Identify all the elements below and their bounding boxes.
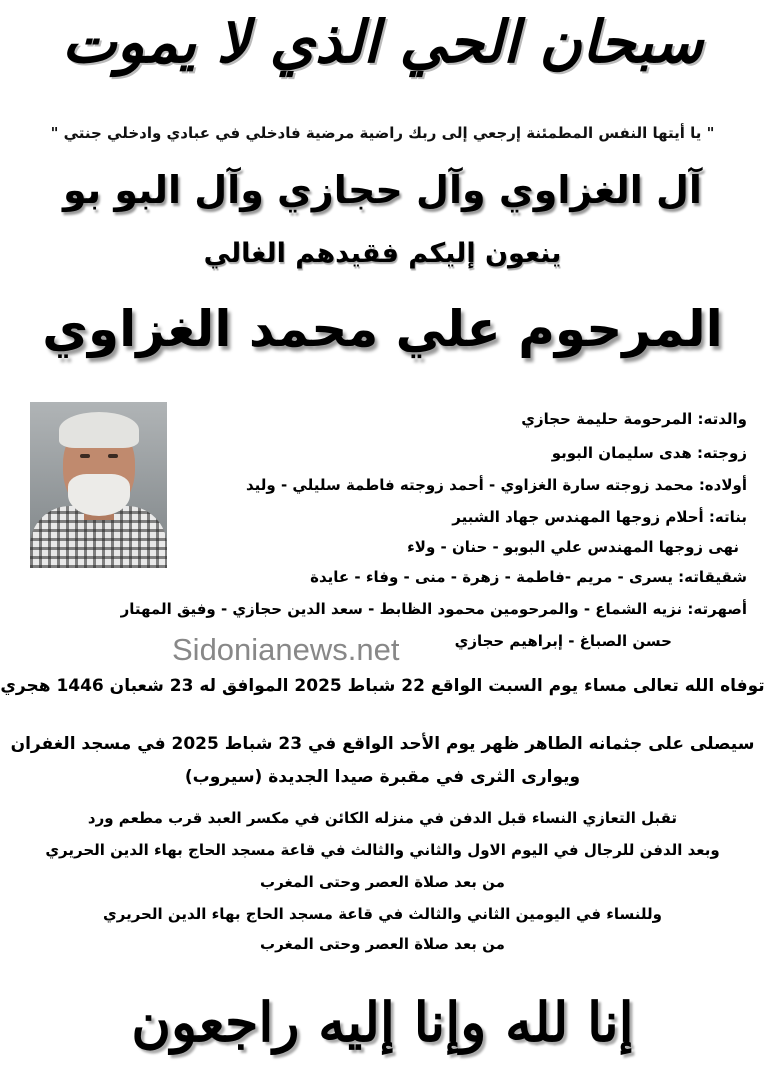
death-notice: توفاه الله تعالى مساء يوم السبت الواقع 22 شباط 2025 الموافق له 23 شعبان 1446 هجري	[0, 676, 765, 696]
relative-in-laws: أصهرته: نزيه الشماع - والمرحومين محمود الظابط - سعد الدين حجازي - وفيق المهتار	[120, 600, 747, 618]
closing-verse: إنا لله وإنا إليه راجعون	[131, 990, 634, 1054]
relative-sisters: شقيقاته: يسرى - مريم -فاطمة - زهرة - منى - وفاء - عايدة	[310, 568, 747, 586]
deceased-photo	[30, 402, 167, 568]
quran-verse: " يا أيتها النفس المطمئنة إرجعي إلى ربك راضية مرضية فادخلي في عبادي وادخلي جنتي "	[50, 124, 715, 142]
relative-mother: والدته: المرحومة حليمة حجازي	[521, 410, 747, 428]
relative-wife: زوجته: هدى سليمان البوبو	[551, 444, 747, 462]
funeral-prayer: سيصلى على جثمانه الطاهر ظهر يوم الأحد الواقع في 23 شباط 2025 في مسجد الغفران	[10, 734, 755, 754]
site-watermark: Sidonianews.net	[172, 632, 400, 667]
relative-daughters-cont: نهى زوجها المهندس علي البوبو - حنان - ولاء	[407, 538, 739, 556]
families-heading: آل الغزاوي وآل حجازي وآل البو بو	[63, 168, 702, 212]
relative-in-laws-cont: حسن الصباغ - إبراهيم حجازي	[454, 632, 672, 650]
deceased-name: المرحوم علي محمد الغزاوي	[42, 300, 723, 358]
condolence-line: من بعد صلاة العصر وحتى المغرب	[260, 873, 505, 891]
burial-info: ويوارى الثرى في مقبرة صيدا الجديدة (سيروب)	[184, 767, 581, 787]
header-calligraphy: سبحان الحي الذي لا يموت	[61, 8, 704, 76]
relative-sons: أولاده: محمد زوجته سارة الغزاوي - أحمد زوجته فاطمة سليلي - وليد	[246, 476, 747, 494]
condolence-line: وللنساء في اليومين الثاني والثالث في قاعة مسجد الحاج بهاء الدين الحريري	[103, 905, 662, 923]
condolence-line: وبعد الدفن للرجال في اليوم الاول والثاني والثالث في قاعة مسجد الحاج بهاء الدين الحريري	[45, 841, 720, 859]
announcement-line: ينعون إليكم فقيدهم الغالي	[203, 238, 562, 269]
condolence-line: من بعد صلاة العصر وحتى المغرب	[260, 935, 505, 953]
condolence-line: تقبل التعازي النساء قبل الدفن في منزله الكائن في مكسر العبد قرب مطعم ورد	[87, 809, 678, 827]
relative-daughters: بناته: أحلام زوجها المهندس جهاد الشبير	[452, 508, 747, 526]
